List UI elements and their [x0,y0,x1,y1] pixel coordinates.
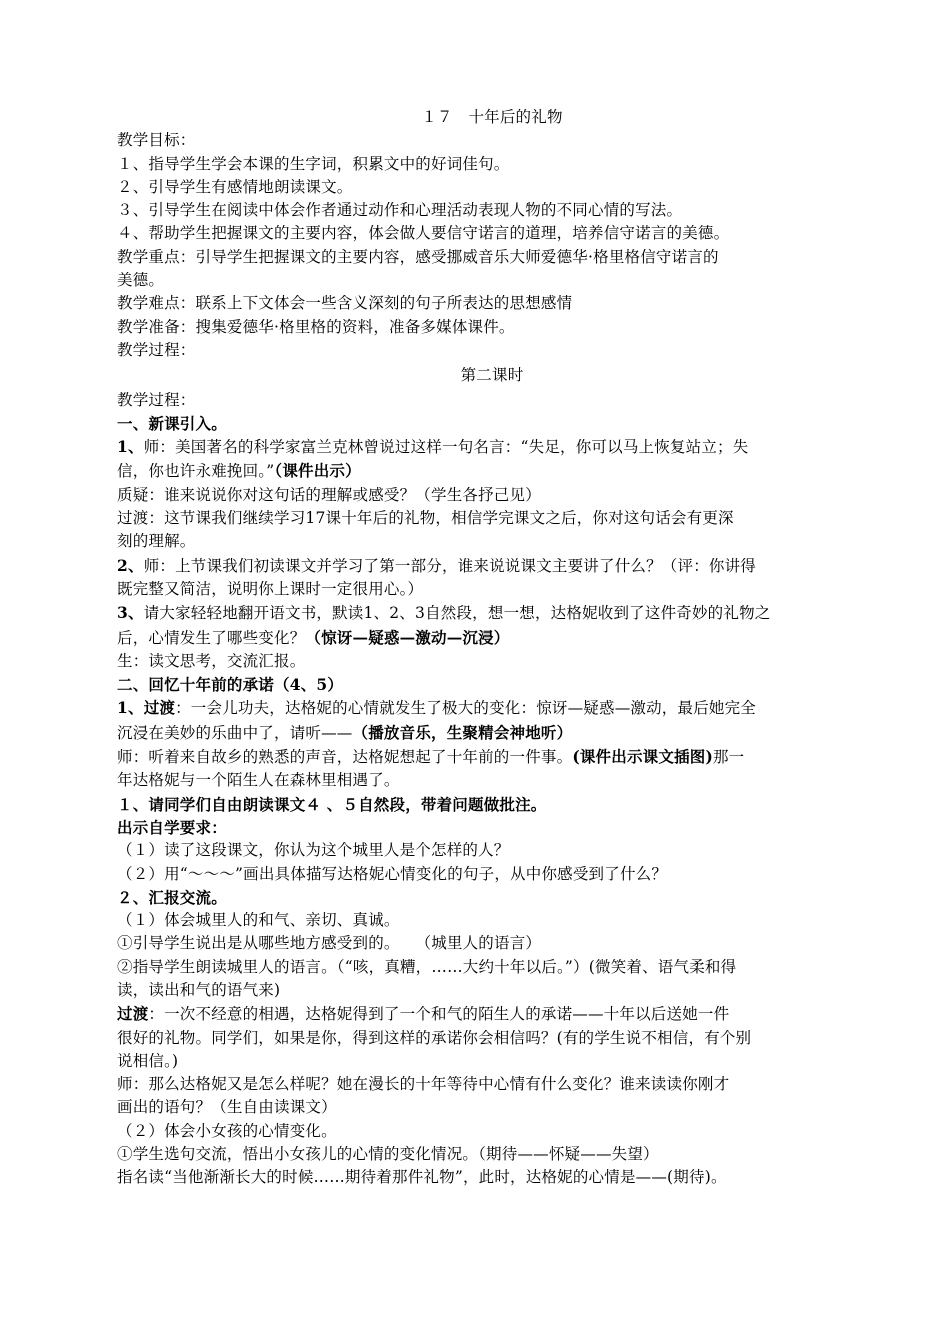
goal-item: １、指导学生学会本课的生字词，积累文中的好词佳句。 [117,154,510,173]
key-point: 教学重点：引导学生把握课文的主要内容，感受挪威音乐大师爱德华·格里格信守诺言的 [117,247,719,266]
report-item: （２）体会小女孩的心情变化。 [117,1121,337,1140]
teacher-line: 画出的语句？（生自由读课文） [117,1098,337,1117]
paragraph-1-line [117,459,867,483]
goal-item: ２、引导学生有感情地朗读课文。 [117,177,353,196]
paragraph-text: 请大家轻轻地翻开语文书，默读1、2、3自然段，想一想，达格妮收到了这件奇妙的礼物之 [143,604,771,623]
bold-note: （课件出示） [274,461,361,481]
difficulty: 教学难点：联系上下文体会一些含义深刻的句子所表达的思想感情 [117,294,573,313]
requirement-item: （１）读了这段课文，你认为这个城里人是个怎样的人？ [117,841,510,860]
preparation: 教学准备：搜集爱德华·格里格的资料，准备多媒体课件。 [117,317,515,336]
paragraph-text: 沉浸在美妙的乐曲中了，请听—— [117,723,353,742]
task-subheading: 出示自学要求： [117,817,227,837]
paragraph-2-line [117,554,867,578]
bold-label: 过渡 [143,698,176,718]
item-number: 1、 [117,437,144,457]
lesson-title: 第二课时 [460,366,524,385]
paragraph-text: 师：听着来自故乡的熟悉的声音，达格妮想起了十年前的一件事。 [117,748,573,767]
paragraph-text: ：一会儿功夫，达格妮的心情就发生了极大的变化：惊讶—疑惑—激动，最后她完全 [175,699,756,718]
student-line: 生：读文思考，交流汇报。 [117,651,306,670]
item-number: 3、 [117,603,144,623]
transition-line: 刻的理解。 [117,532,196,551]
paragraph-1-line [117,435,867,459]
transition-line: 过渡：这节课我们继续学习17课十年后的礼物，相信学完课文之后，你对这句话会有更深 [117,509,734,528]
bold-note: (课件出示课文插图) [572,747,713,767]
report-subitem: ②指导学生朗读城里人的语言。（“咳，真糟，……大约十年以后。”）(微笑着、语气柔和得 [117,957,737,976]
report-subitem: ①学生选句交流，悟出小女孩儿的心情的变化情况。（期待——怀疑——失望） [117,1145,659,1164]
goal-item: ３、引导学生在阅读中体会作者通过动作和心理活动表现人物的不同心情的写法。 [117,201,683,220]
paragraph-text: 信，你也许永难挽回。” [117,462,275,481]
paragraph-text: 后，心情发生了哪些变化？ [117,628,306,647]
report-subitem: 读，读出和气的语气来) [117,980,281,999]
bold-note: （惊讶—疑惑—激动—沉浸） [305,627,510,647]
item-number: 1、 [117,698,144,718]
task-heading-1: １、请同学们自由朗读课文４ 、５自然段，带着问题做批注。 [117,794,547,814]
process-label: 教学过程： [117,390,196,409]
transition-line: 说相信。) [117,1051,179,1070]
process-label: 教学过程： [117,340,196,359]
paragraph-text: 师：上节课我们初读课文并学习了第一部分，谁来说说课文主要讲了什么？（评：你讲得 [143,556,756,575]
paragraph-3-line [117,601,867,625]
paragraph-text: 师：美国著名的科学家富兰克林曾说过这样一句名言：“失足，你可以马上恢复站立；失 [143,438,749,457]
teacher-line: 年达格妮与一个陌生人在森林里相遇了。 [117,771,400,790]
section-2-paragraph-line [117,696,867,720]
report-item: （１）体会城里人的和气、亲切、真诚。 [117,911,400,930]
paragraph-text: ：一次不经意的相遇，达格妮得到了一个和气的陌生人的承诺——十年以后送她一件 [148,1005,730,1024]
paragraph-2-line: 既完整又简洁，说明你上课时一定很用心。） [117,579,424,598]
question-line: 质疑：谁来说说你对这句话的理解或感受？（学生各抒己见） [117,485,541,504]
requirement-item: （２）用“～～～”画出具体描写达格妮心情变化的句子，从中你感受到了什么？ [117,864,668,883]
goals-label: 教学目标： [117,131,196,150]
section-2-paragraph-line [117,721,867,745]
transition-line [117,1002,867,1026]
report-subitem: ①引导学生说出是从哪些地方感受到的。 （城里人的语言） [117,934,542,953]
bold-note: （播放音乐，生聚精会神地听） [352,722,573,742]
transition-line: 很好的礼物。同学们，如果是你，得到这样的承诺你会相信吗？(有的学生说不相信，有个别 [117,1028,752,1047]
document-page [117,106,867,1190]
paragraph-text: 那一 [712,748,745,767]
section-heading-2: 二、回忆十年前的承诺（4、5） [117,675,344,695]
goal-item: ４、帮助学生把握课文的主要内容，体会做人要信守诺言的道理，培养信守诺言的美德。 [117,224,730,243]
teacher-line: 师：那么达格妮又是怎么样呢？她在漫长的十年等待中心情有什么变化？谁来读读你刚才 [117,1075,730,1094]
paragraph-3-line [117,626,867,650]
lesson-plan-title: １７ 十年后的礼物 [421,108,563,126]
bold-label: 过渡 [117,1004,149,1024]
task-heading-2: ２、汇报交流。 [117,887,227,907]
report-subitem: 指名读“当他渐渐长大的时候……期待着那件礼物”，此时，达格妮的心情是——(期待)。 [117,1168,727,1187]
key-point-continued: 美德。 [117,271,165,290]
item-number: 2、 [117,555,144,575]
teacher-line [117,745,867,769]
section-heading-1: 一、新课引入。 [117,413,227,433]
